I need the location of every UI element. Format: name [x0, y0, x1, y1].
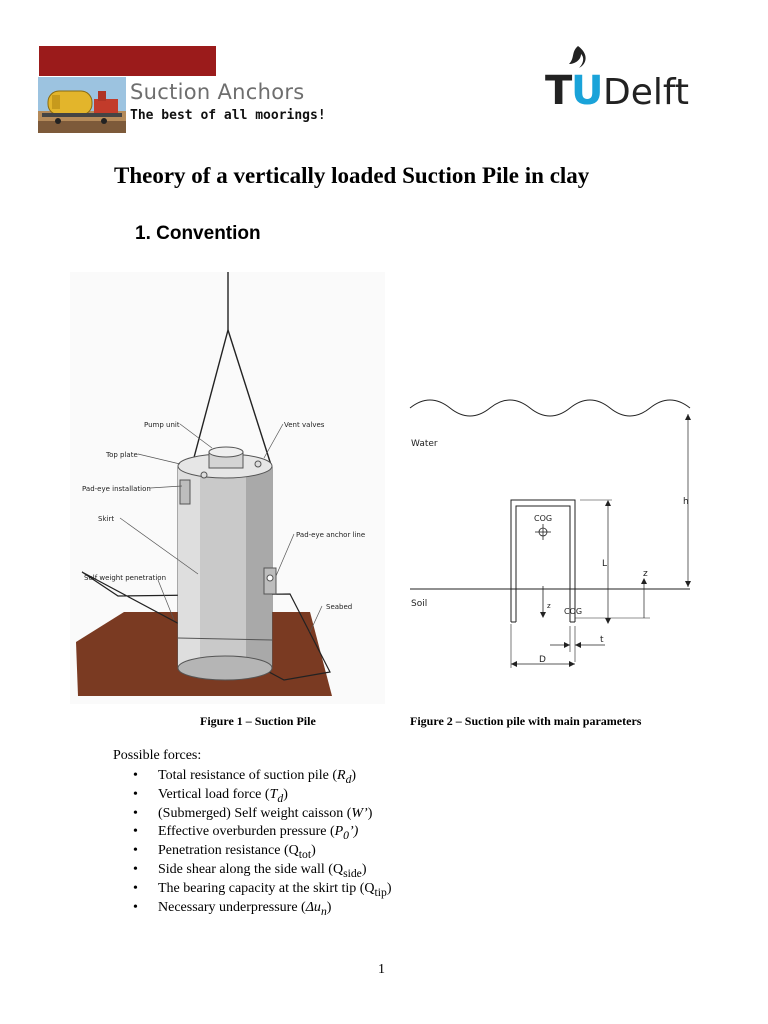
label-soil: Soil — [411, 599, 428, 609]
list-item: • The bearing capacity at the skirt tip $(Q_{tip})$ — [133, 880, 392, 899]
forces-intro: Possible forces: — [113, 748, 202, 763]
label-self-weight-penetration: Self weight penetration — [84, 574, 167, 582]
list-item: • Necessary underpressure $(\Delta u_n)$ — [133, 899, 332, 918]
label-t: t — [600, 635, 604, 645]
label-pump-unit: Pump unit — [144, 421, 180, 429]
figure2-caption: Figure 2 – Suction pile with main parameters — [410, 714, 642, 728]
page-number: 1 — [378, 962, 385, 977]
label-z-inner: z — [547, 602, 551, 610]
brand-tagline: The best of all moorings! — [130, 108, 326, 123]
flame-icon — [569, 46, 586, 68]
figure-main-parameters — [400, 390, 700, 680]
label-water: Water — [411, 439, 438, 449]
forces-list — [133, 767, 392, 917]
header-red-bar — [39, 46, 216, 76]
document-title: Theory of a vertically loaded Suction Pile in clay — [114, 163, 590, 188]
label-skirt: Skirt — [98, 515, 115, 523]
label-pad-eye-installation: Pad-eye installation — [82, 485, 151, 493]
logo-delft: Delft — [603, 72, 690, 112]
figure-suction-pile — [70, 272, 385, 704]
brand-title: Suction Anchors — [130, 80, 305, 104]
label-cog-bottom: COG — [564, 607, 583, 616]
logo-t: T — [545, 68, 573, 112]
label-h: h — [683, 497, 689, 507]
label-D: D — [539, 655, 546, 665]
pump-unit — [209, 447, 243, 457]
label-cog-top: COG — [534, 514, 553, 523]
list-item: • (Submerged) Self weight caisson (W’) — [133, 805, 373, 821]
label-L: L — [602, 559, 608, 569]
list-item: • Penetration resistance $(Q_{tot})$ — [133, 843, 316, 861]
label-seabed: Seabed — [326, 603, 353, 611]
label-top-plate: Top plate — [106, 451, 138, 459]
figure1-caption: Figure 1 – Suction Pile — [200, 714, 316, 728]
list-item: • Side shear along the side wall $(Q_{side})$ — [133, 861, 367, 880]
list-item: • Vertical load force $(T_d)$ — [133, 786, 288, 805]
section-heading: 1. Convention — [135, 223, 261, 244]
label-z-right: z — [643, 569, 648, 579]
tudelft-logo — [545, 42, 705, 112]
list-item: • Effective overburden pressure $(P_0’)$ — [133, 824, 359, 843]
label-vent-valves: Vent valves — [284, 421, 325, 429]
label-pad-eye-anchor-line: Pad-eye anchor line — [296, 531, 366, 539]
logo-u: U — [571, 68, 604, 112]
suction-anchor-photo — [38, 77, 126, 133]
list-item: • Total resistance of suction pile $(R_d)$ — [133, 768, 357, 786]
